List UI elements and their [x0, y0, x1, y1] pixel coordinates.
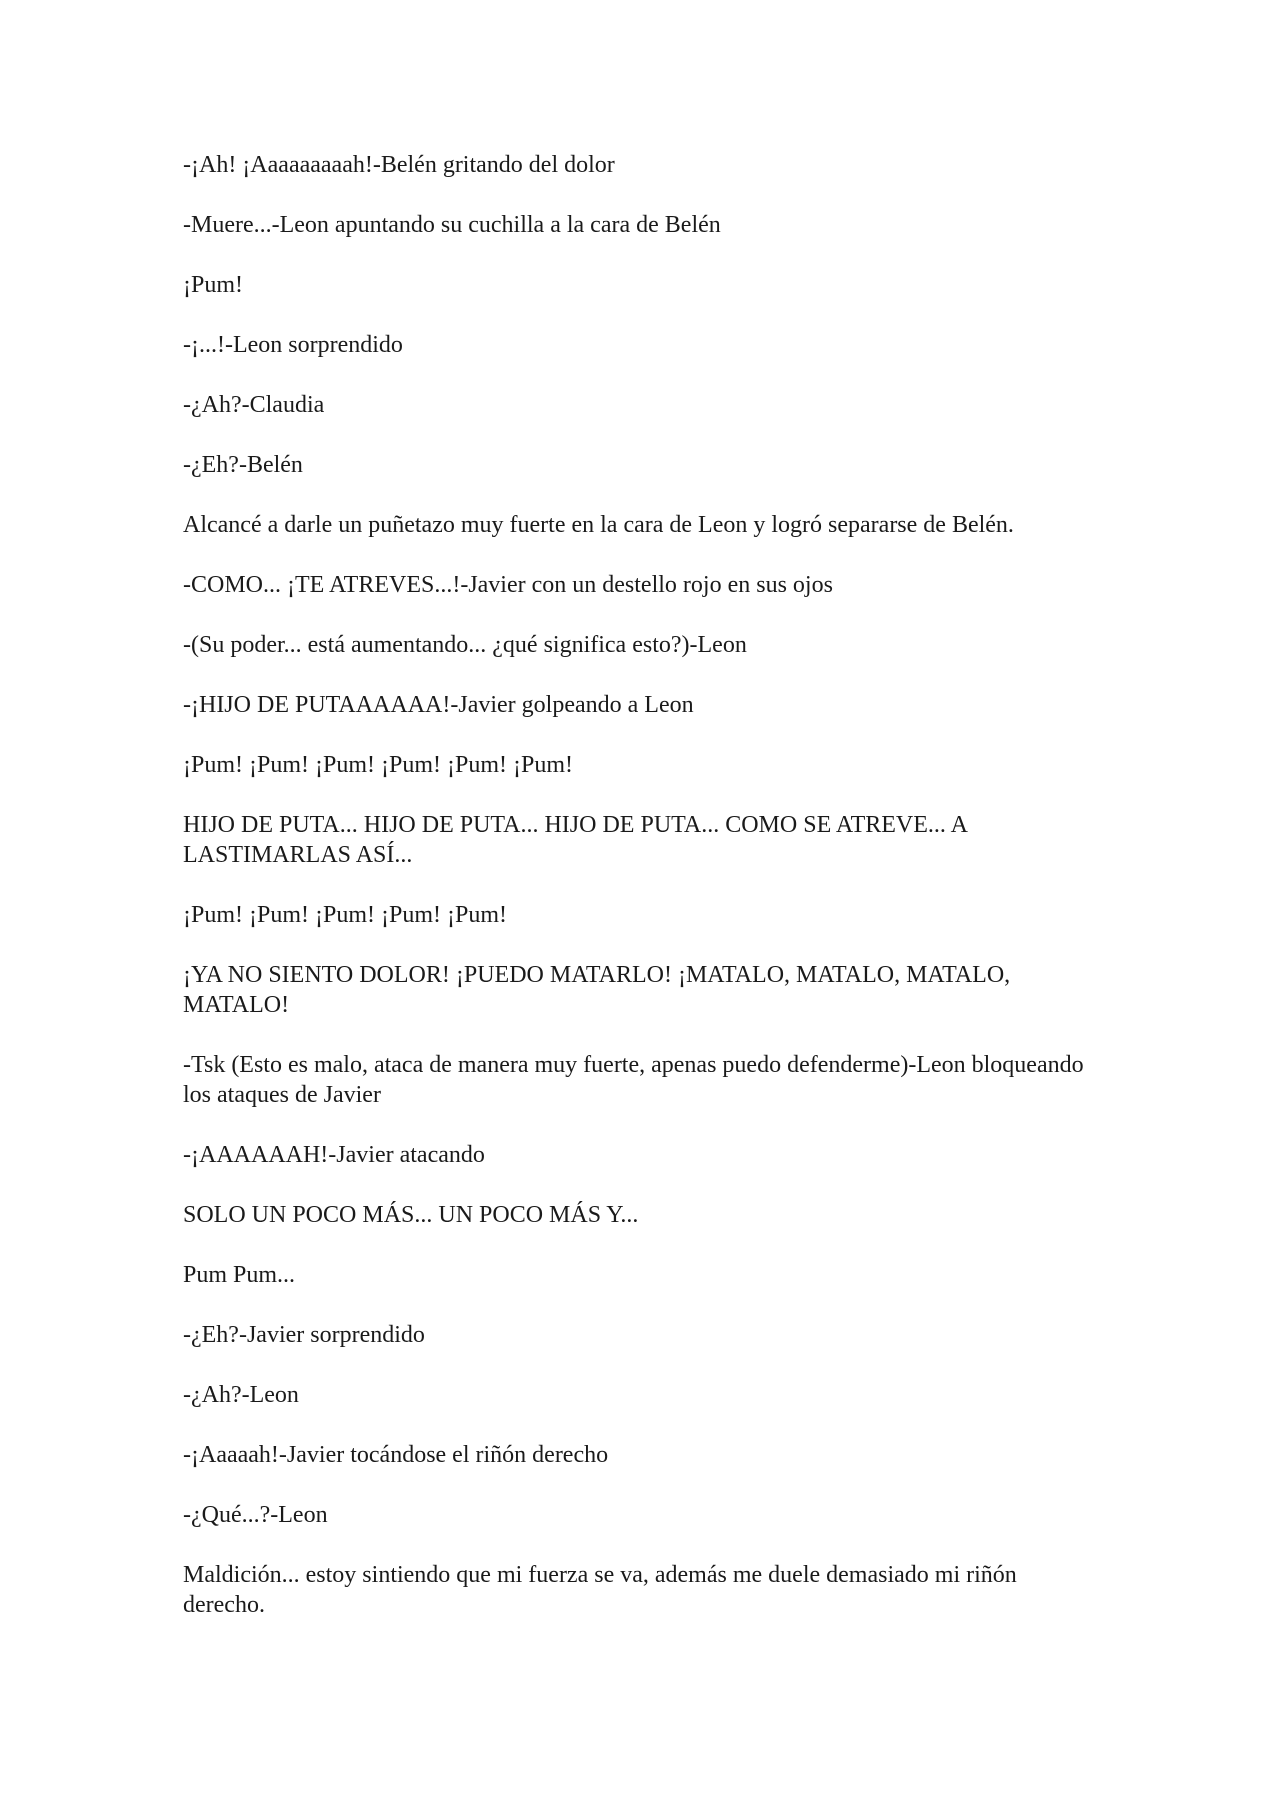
- paragraph: -¡Aaaaah!-Javier tocándose el riñón derecho: [183, 1442, 609, 1468]
- paragraph: Alcancé a darle un puñetazo muy fuerte en la cara de Leon y logró separarse de Belén.: [183, 512, 1014, 538]
- paragraph: -COMO... ¡TE ATREVES...!-Javier con un destello rojo en sus ojos: [183, 572, 833, 598]
- paragraph: -¡AAAAAAH!-Javier atacando: [183, 1142, 485, 1168]
- paragraph: ¡YA NO SIENTO DOLOR! ¡PUEDO MATARLO! ¡MATALO, MATALO, MATALO, MATALO!: [183, 962, 1011, 1018]
- paragraph: HIJO DE PUTA... HIJO DE PUTA... HIJO DE PUTA... COMO SE ATREVE... A LASTIMARLAS ASÍ...: [183, 812, 967, 868]
- paragraph: Pum Pum...: [183, 1262, 296, 1288]
- paragraph: -¡...!-Leon sorprendido: [183, 332, 403, 358]
- paragraph: -(Su poder... está aumentando... ¿qué significa esto?)-Leon: [183, 632, 747, 658]
- paragraph: SOLO UN POCO MÁS... UN POCO MÁS Y...: [183, 1202, 639, 1228]
- paragraph: -Muere...-Leon apuntando su cuchilla a la cara de Belén: [183, 212, 721, 238]
- paragraph: -¿Eh?-Belén: [183, 452, 303, 478]
- paragraph: Maldición... estoy sintiendo que mi fuerza se va, además me duele demasiado mi riñón derecho.: [183, 1562, 1017, 1618]
- page-body: [183, 150, 1103, 1650]
- paragraph: -¿Ah?-Leon: [183, 1382, 299, 1408]
- paragraph: ¡Pum! ¡Pum! ¡Pum! ¡Pum! ¡Pum!: [183, 902, 507, 928]
- paragraph: -¡HIJO DE PUTAAAAAA!-Javier golpeando a Leon: [183, 692, 694, 718]
- paragraph: ¡Pum!: [183, 272, 243, 298]
- paragraph: -¿Eh?-Javier sorprendido: [183, 1322, 425, 1348]
- paragraph: -¡Ah! ¡Aaaaaaaaah!-Belén gritando del dolor: [183, 152, 615, 178]
- paragraph: -Tsk (Esto es malo, ataca de manera muy fuerte, apenas puedo defenderme)-Leon bloqueando los ataques de Javier: [183, 1052, 1084, 1108]
- paragraph: ¡Pum! ¡Pum! ¡Pum! ¡Pum! ¡Pum! ¡Pum!: [183, 752, 573, 778]
- paragraph: -¿Qué...?-Leon: [183, 1502, 328, 1528]
- paragraph: -¿Ah?-Claudia: [183, 392, 325, 418]
